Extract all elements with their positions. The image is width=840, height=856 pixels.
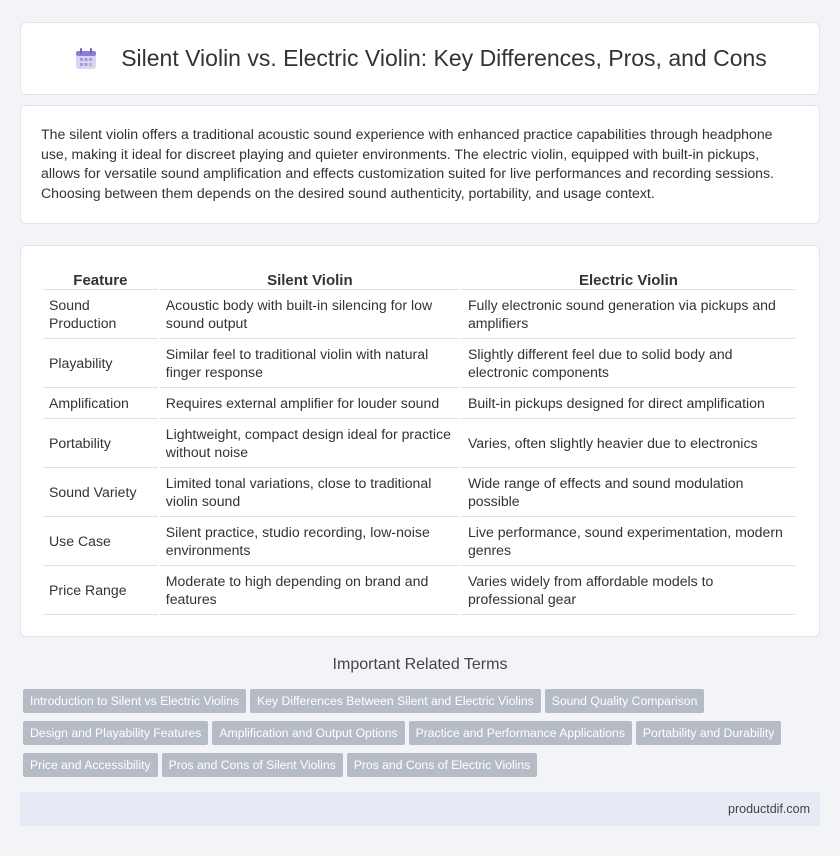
related-term-link[interactable]: Price and Accessibility	[23, 753, 158, 777]
related-term-link[interactable]: Sound Quality Comparison	[545, 689, 705, 713]
page-title: Silent Violin vs. Electric Violin: Key Differences, Pros, and Cons	[121, 45, 767, 71]
related-term-link[interactable]: Pros and Cons of Electric Violins	[347, 753, 538, 777]
table-row	[43, 290, 795, 339]
electric-cell: Built-in pickups designed for direct amplification	[462, 388, 795, 419]
comparison-table-card	[20, 245, 820, 637]
footer	[20, 792, 820, 826]
related-term-link[interactable]: Portability and Durability	[636, 721, 781, 745]
calendar-grid-icon	[73, 46, 99, 72]
table-row	[43, 388, 795, 419]
electric-cell: Varies widely from affordable models to professional gear	[462, 566, 795, 615]
comparison-table	[41, 266, 797, 615]
table-row	[43, 468, 795, 517]
table-row	[43, 517, 795, 566]
related-term-link[interactable]: Pros and Cons of Silent Violins	[162, 753, 343, 777]
silent-cell: Lightweight, compact design ideal for practice without noise	[160, 419, 460, 468]
intro-card	[20, 105, 820, 224]
electric-cell: Slightly different feel due to solid body and electronic components	[462, 339, 795, 388]
header-silent-violin: Silent Violin	[160, 266, 460, 290]
table-row	[43, 566, 795, 615]
silent-cell: Acoustic body with built-in silencing for low sound output	[160, 290, 460, 339]
table-row	[43, 339, 795, 388]
header-electric-violin: Electric Violin	[462, 266, 795, 290]
electric-cell: Wide range of effects and sound modulation possible	[462, 468, 795, 517]
related-terms-list	[23, 689, 823, 785]
feature-cell: Portability	[43, 419, 158, 468]
silent-cell: Moderate to high depending on brand and features	[160, 566, 460, 615]
silent-cell: Requires external amplifier for louder sound	[160, 388, 460, 419]
electric-cell: Varies, often slightly heavier due to electronics	[462, 419, 795, 468]
related-term-link[interactable]: Key Differences Between Silent and Electric Violins	[250, 689, 541, 713]
feature-cell: Playability	[43, 339, 158, 388]
footer-site-link[interactable]: productdif.com	[728, 802, 810, 816]
table-row	[43, 419, 795, 468]
feature-cell: Amplification	[43, 388, 158, 419]
feature-cell: Price Range	[43, 566, 158, 615]
silent-cell: Limited tonal variations, close to traditional violin sound	[160, 468, 460, 517]
table-header-row	[43, 266, 795, 290]
feature-cell: Use Case	[43, 517, 158, 566]
silent-cell: Similar feel to traditional violin with natural finger response	[160, 339, 460, 388]
related-term-link[interactable]: Practice and Performance Applications	[409, 721, 632, 745]
related-term-link[interactable]: Design and Playability Features	[23, 721, 208, 745]
related-term-link[interactable]: Introduction to Silent vs Electric Violins	[23, 689, 246, 713]
feature-cell: Sound Production	[43, 290, 158, 339]
header-feature: Feature	[43, 266, 158, 290]
electric-cell: Live performance, sound experimentation, modern genres	[462, 517, 795, 566]
related-terms-title: Important Related Terms	[332, 656, 508, 673]
silent-cell: Silent practice, studio recording, low-noise environments	[160, 517, 460, 566]
intro-paragraph: The silent violin offers a traditional acoustic sound experience with enhanced practice capabilities through headphone use, making it ideal for discreet playing and quieter environments. The electric violin, equipped with built-in pickups, allows for versatile sound amplification and effects customization suited for live performances and recording sessions. Choosing between them depends on the desired sound authenticity, portability, and usage context.	[41, 126, 774, 201]
electric-cell: Fully electronic sound generation via pickups and amplifiers	[462, 290, 795, 339]
title-card	[20, 22, 820, 95]
related-term-link[interactable]: Amplification and Output Options	[212, 721, 404, 745]
feature-cell: Sound Variety	[43, 468, 158, 517]
